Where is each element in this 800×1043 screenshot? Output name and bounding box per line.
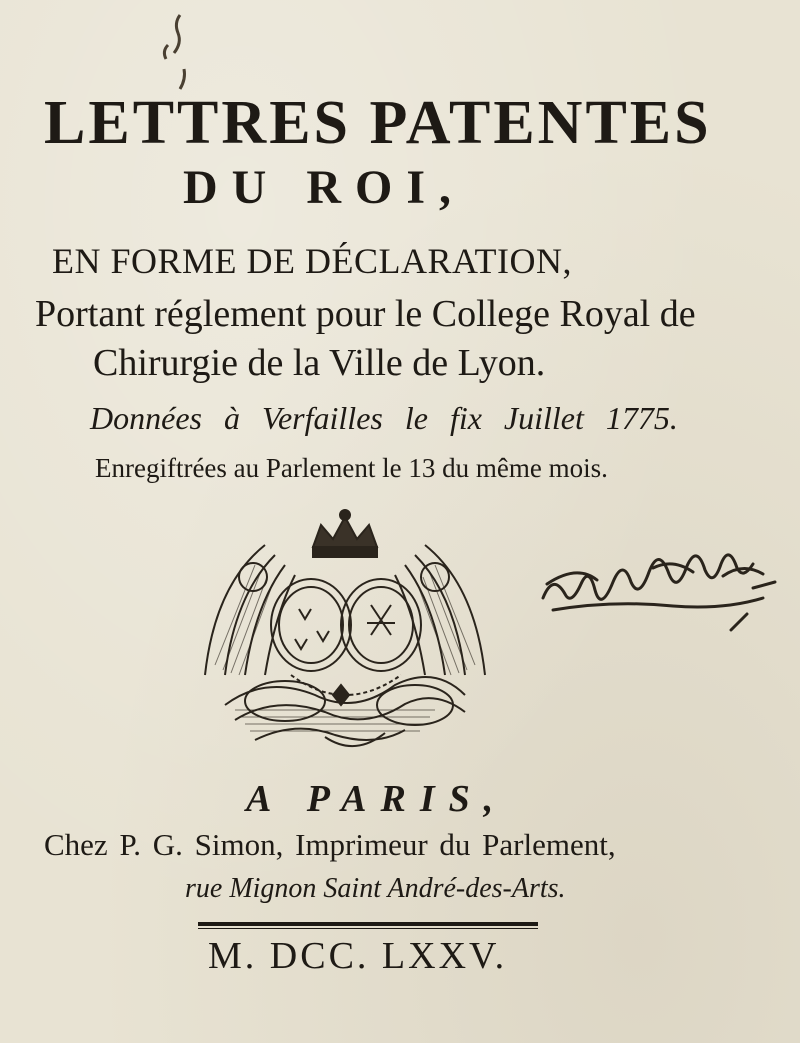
handwritten-signature bbox=[533, 548, 783, 638]
declaration-form: EN FORME DE DÉCLARATION, bbox=[52, 241, 572, 281]
issued-statement: Données à Verfailles le fix Juillet 1775. bbox=[90, 400, 678, 436]
royal-arms-vignette-icon bbox=[195, 505, 495, 767]
imprint-place: A PARIS, bbox=[246, 778, 508, 820]
imprint-printer: Chez P. G. Simon, Imprimeur du Parlement, bbox=[44, 827, 616, 862]
document-subtitle: DU ROI, bbox=[183, 161, 466, 214]
imprint-address: rue Mignon Saint André-des-Arts. bbox=[185, 873, 566, 904]
document-title: LETTRES PATENTES bbox=[44, 89, 712, 157]
publication-year: M. DCC. LXXV. bbox=[208, 935, 508, 977]
purpose-line-2: Chirurgie de la Ville de Lyon. bbox=[93, 342, 546, 384]
divider-rule bbox=[198, 922, 538, 926]
divider-rule-thin bbox=[198, 928, 538, 929]
registration-statement: Enregiftrées au Parlement le 13 du même mois. bbox=[95, 453, 608, 483]
ink-mark-icon bbox=[128, 5, 208, 95]
purpose-line-1: Portant réglement pour le College Royal de bbox=[35, 293, 696, 335]
